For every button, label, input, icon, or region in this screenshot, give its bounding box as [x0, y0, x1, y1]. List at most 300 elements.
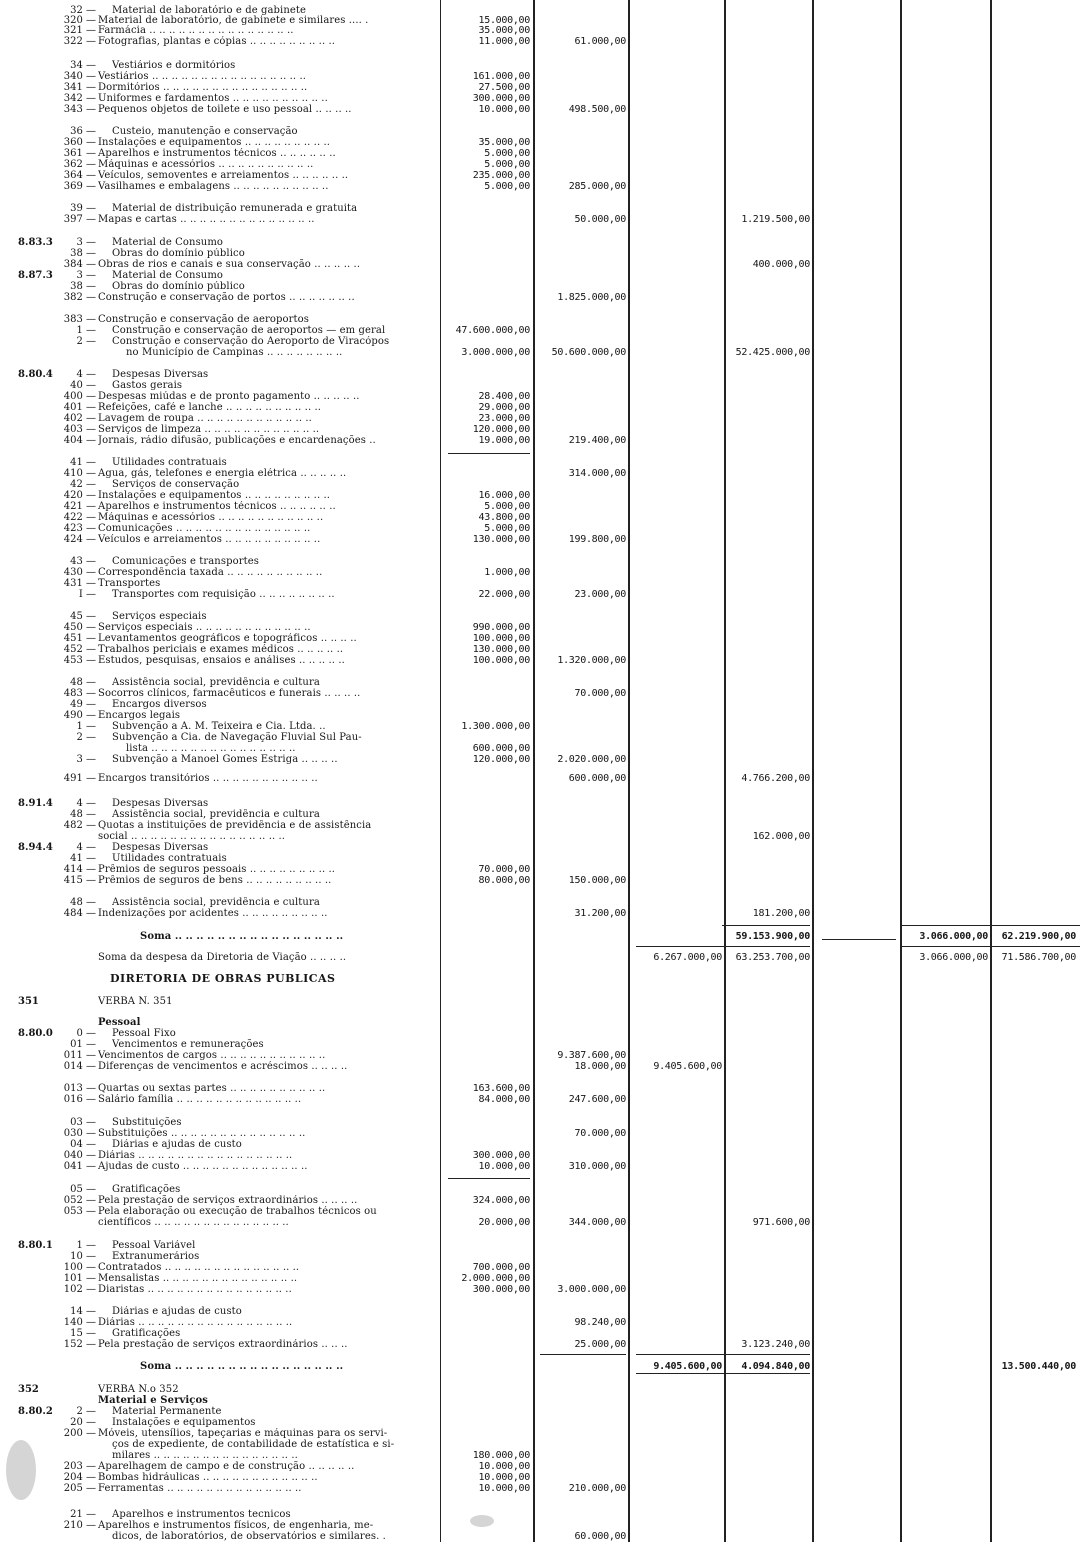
subtotal-rule: [636, 946, 722, 947]
ledger-row: [0, 1520, 1082, 1531]
item-description: Uniformes e fardamentos .. .. .. .. .. .. .. .. .. ..: [98, 93, 328, 104]
ledger-row: [0, 1094, 1082, 1105]
item-description: dicos, de laboratórios, de observatórios e similares. .: [112, 1531, 386, 1542]
amount-cell: 3.000.000,00: [557, 1284, 626, 1295]
item-description: Despesas Diversas: [112, 798, 209, 809]
item-description: Material de laboratório, de gabinete e similares .... .: [98, 15, 369, 26]
amount-cell: 70.000,00: [478, 864, 530, 875]
ledger-row: [0, 501, 1082, 512]
item-description: Obras do domínio público: [112, 281, 245, 292]
amount-cell: 4.766.200,00: [741, 773, 810, 784]
item-description: Obras de rios e canais e sua conservação .. .. .. .. ..: [98, 259, 361, 270]
item-description: Gastos gerais: [112, 380, 183, 391]
ledger-row: [0, 435, 1082, 446]
amount-cell: 150.000,00: [568, 875, 626, 886]
item-code: 01 —: [70, 1039, 96, 1050]
item-code: 4 —: [76, 798, 96, 809]
item-code: 0 —: [76, 1028, 96, 1039]
item-code: 45 —: [70, 611, 96, 622]
ledger-row: [0, 589, 1082, 600]
item-code: 451 —: [63, 633, 96, 644]
item-description: Encargos diversos: [112, 699, 207, 710]
ledger-row: [0, 468, 1082, 479]
amount-cell: 50.600.000,00: [551, 347, 626, 358]
item-code: 490 —: [63, 710, 96, 721]
amount-cell: 5.000,00: [484, 181, 530, 192]
item-description: ços de expediente, de contabilidade de estatística e si-: [112, 1439, 395, 1450]
amount-cell: 23.000,00: [478, 413, 530, 424]
ledger-row: [0, 1439, 1082, 1450]
item-description: Diaristas .. .. .. .. .. .. .. .. .. .. .. .. .. .. ..: [98, 1284, 292, 1295]
item-description: Serviços de conservação: [112, 479, 240, 490]
item-description: VERBA N.o 352: [98, 1384, 179, 1395]
ledger-row: [0, 644, 1082, 655]
item-code: 360 —: [63, 137, 96, 148]
item-code: 3 —: [76, 237, 96, 248]
ledger-row: [0, 391, 1082, 402]
item-code: 369 —: [63, 181, 96, 192]
item-description: Assistência social, previdência e cultura: [112, 677, 320, 688]
item-code: 15 —: [70, 1328, 96, 1339]
item-description: Gratificações: [112, 1328, 181, 1339]
ledger-row: [0, 864, 1082, 875]
item-description: Veículos e arreiamentos .. .. .. .. .. .. .. .. .. ..: [98, 534, 321, 545]
amount-cell: 98.240,00: [574, 1317, 626, 1328]
ledger-row: [0, 413, 1082, 424]
item-description: Material de laboratório e de gabinete: [112, 5, 307, 16]
amount-cell: 70.000,00: [574, 688, 626, 699]
ledger-row: [0, 281, 1082, 292]
ledger-row: [0, 721, 1082, 732]
amount-cell: 130.000,00: [472, 644, 530, 655]
amount-cell: 19.000,00: [478, 435, 530, 446]
item-code: 410 —: [63, 468, 96, 479]
item-code: 210 —: [63, 1520, 96, 1531]
amount-cell: 18.000,00: [574, 1061, 626, 1072]
item-description: científicos .. .. .. .. .. .. .. .. .. .. .. .. .. ..: [98, 1217, 289, 1228]
item-code: 320 —: [63, 15, 96, 26]
ledger-row: [0, 1150, 1082, 1161]
ledger-row: [0, 314, 1082, 325]
amount-cell: 31.200,00: [574, 908, 626, 919]
amount-cell: 1.300.000,00: [461, 721, 530, 732]
amount-cell: 10.000,00: [478, 1472, 530, 1483]
item-description: Construção e conservação de aeroportos — em geral: [112, 325, 386, 336]
item-description: Construção e conservação de aeroportos: [98, 314, 309, 325]
item-description: Custeio, manutenção e conservação: [112, 126, 298, 137]
section-code: 352: [18, 1384, 39, 1395]
ledger-row: [0, 270, 1082, 281]
item-code: 397 —: [63, 214, 96, 225]
item-description: Levantamentos geográficos e topográficos .. .. .. ..: [98, 633, 357, 644]
item-description: Pessoal Fixo: [112, 1028, 176, 1039]
amount-cell: 300.000,00: [472, 1284, 530, 1295]
ledger-row: [0, 1328, 1082, 1339]
item-code: 48 —: [70, 809, 96, 820]
item-code: 364 —: [63, 170, 96, 181]
amount-cell: 700.000,00: [472, 1262, 530, 1273]
ledger-row: [0, 1206, 1082, 1217]
item-description: Subvenção a A. M. Teixeira e Cia. Ltda. ..: [112, 721, 326, 732]
amount-cell: 10.000,00: [478, 1483, 530, 1494]
item-code: 053 —: [63, 1206, 96, 1217]
amount-cell: 199.800,00: [568, 534, 626, 545]
ledger-row: [0, 203, 1082, 214]
ledger-row: [0, 1061, 1082, 1072]
item-description: Quartas ou sextas partes .. .. .. .. .. .. .. .. .. ..: [98, 1083, 326, 1094]
item-code: 40 —: [70, 380, 96, 391]
item-code: 423 —: [63, 523, 96, 534]
ledger-row: [0, 1028, 1082, 1039]
item-code: 38 —: [70, 248, 96, 259]
item-code: 452 —: [63, 644, 96, 655]
ledger-row: [0, 1251, 1082, 1262]
section-code: 8.80.2: [18, 1406, 53, 1417]
amount-cell: 400.000,00: [752, 259, 810, 270]
ledger-row: [0, 457, 1082, 468]
ledger-row: [0, 1306, 1082, 1317]
item-description: Instalações e equipamentos: [112, 1417, 256, 1428]
ledger-row: [0, 93, 1082, 104]
amount-cell: 600.000,00: [568, 773, 626, 784]
item-description: Extranumerários: [112, 1251, 200, 1262]
amount-cell: 6.267.000,00: [653, 952, 722, 963]
item-description: Substituições: [112, 1117, 182, 1128]
item-code: 415 —: [63, 875, 96, 886]
amount-cell: 162.000,00: [752, 831, 810, 842]
item-description: Aparelhos e instrumentos físicos, de engenharia, me-: [98, 1520, 374, 1531]
ledger-row: [0, 214, 1082, 225]
item-code: 38 —: [70, 281, 96, 292]
item-description: Diárias .. .. .. .. .. .. .. .. .. .. .. .. .. .. .. ..: [98, 1150, 293, 1161]
section-code: 8.80.0: [18, 1028, 53, 1039]
amount-cell: 3.000.000,00: [461, 347, 530, 358]
ledger-row: [0, 655, 1082, 666]
subtotal-rule: [722, 1354, 810, 1355]
item-description: Dormitórios .. .. .. .. .. .. .. .. .. .. .. .. .. .. ..: [98, 82, 308, 93]
item-description: Refeições, café e lanche .. .. .. .. .. .. .. .. .. ..: [98, 402, 322, 413]
item-description: Vasilhames e embalagens .. .. .. .. .. .. .. .. .. ..: [98, 181, 329, 192]
item-code: 05 —: [70, 1184, 96, 1195]
ledger-row: [0, 611, 1082, 622]
item-description: Vestiários e dormitórios: [112, 60, 236, 71]
item-description: Pessoal: [98, 1017, 141, 1028]
item-code: 48 —: [70, 897, 96, 908]
amount-cell: 15.000,00: [478, 15, 530, 26]
item-description: Máquinas e acessórios .. .. .. .. .. .. .. .. .. .. ..: [98, 512, 324, 523]
item-description: Pequenos objetos de toilete e uso pessoal .. .. .. ..: [98, 104, 352, 115]
item-description: Encargos legais: [98, 710, 181, 721]
ledger-row: [0, 798, 1082, 809]
item-code: 482 —: [63, 820, 96, 831]
section-code: 8.91.4: [18, 798, 53, 809]
ledger-row: [0, 633, 1082, 644]
item-code: 450 —: [63, 622, 96, 633]
item-code: 403 —: [63, 424, 96, 435]
subtotal-rule: [636, 1373, 722, 1374]
amount-cell: 180.000,00: [472, 1450, 530, 1461]
item-description: Soma .. .. .. .. .. .. .. .. .. .. .. .. .. .. .. ..: [140, 1361, 344, 1372]
ledger-row: [0, 1461, 1082, 1472]
item-description: Material e Serviços: [98, 1395, 208, 1406]
item-description: Correspondência taxada .. .. .. .. .. .. .. .. .. ..: [98, 567, 323, 578]
item-code: 453 —: [63, 655, 96, 666]
item-code: 4 —: [76, 369, 96, 380]
amount-cell: 25.000,00: [574, 1339, 626, 1350]
ledger-row: [0, 170, 1082, 181]
item-description: no Município de Campinas .. .. .. .. .. .. .. ..: [126, 347, 343, 358]
section-code: 8.83.3: [18, 237, 53, 248]
amount-cell: 120.000,00: [472, 754, 530, 765]
amount-cell: 5.000,00: [484, 148, 530, 159]
item-description: DIRETORIA DE OBRAS PÚBLICAS: [110, 973, 336, 984]
item-description: Pela elaboração ou execução de trabalhos técnicos ou: [98, 1206, 377, 1217]
item-description: Material de Consumo: [112, 237, 224, 248]
amount-cell: 59.153.900,00: [735, 931, 810, 942]
item-description: Serviços especiais: [112, 611, 207, 622]
ledger-row: [0, 1395, 1082, 1406]
amount-cell: 100.000,00: [472, 633, 530, 644]
ledger-row: [0, 1195, 1082, 1206]
ledger-row: [0, 556, 1082, 567]
item-description: Diferenças de vencimentos e acréscimos .. .. .. ..: [98, 1061, 348, 1072]
ledger-row: [0, 622, 1082, 633]
section-code: 351: [18, 996, 39, 1007]
ledger-row: [0, 931, 1082, 942]
item-description: VERBA N. 351: [98, 996, 173, 1007]
item-code: 491 —: [63, 773, 96, 784]
item-description: Utilidades contratuais: [112, 457, 227, 468]
item-code: 48 —: [70, 677, 96, 688]
item-description: Utilidades contratuais: [112, 853, 227, 864]
ledger-row: [0, 248, 1082, 259]
item-description: Serviços de limpeza .. .. .. .. .. .. .. .. .. .. .. ..: [98, 424, 320, 435]
item-description: Ferramentas .. .. .. .. .. .. .. .. .. .. .. .. .. ..: [98, 1483, 302, 1494]
amount-cell: 23.000,00: [574, 589, 626, 600]
amount-cell: 971.600,00: [752, 1217, 810, 1228]
item-code: 102 —: [63, 1284, 96, 1295]
item-code: 340 —: [63, 71, 96, 82]
amount-cell: 285.000,00: [568, 181, 626, 192]
item-code: 401 —: [63, 402, 96, 413]
amount-cell: 300.000,00: [472, 1150, 530, 1161]
item-description: Comunicações .. .. .. .. .. .. .. .. .. .. .. .. .. ..: [98, 523, 311, 534]
item-code: 402 —: [63, 413, 96, 424]
item-code: 341 —: [63, 82, 96, 93]
item-code: 362 —: [63, 159, 96, 170]
subtotal-rule: [900, 925, 1080, 926]
item-description: Pessoal Variável: [112, 1240, 196, 1251]
amount-cell: 3.123.240,00: [741, 1339, 810, 1350]
item-code: 2 —: [76, 336, 96, 347]
subtotal-rule: [900, 946, 1080, 947]
item-code: 3 —: [76, 270, 96, 281]
item-code: 040 —: [63, 1150, 96, 1161]
ledger-row: [0, 424, 1082, 435]
ledger-row: [0, 677, 1082, 688]
ledger-row: [0, 1128, 1082, 1139]
ledger-row: [0, 578, 1082, 589]
item-description: Assistência social, previdência e cultura: [112, 809, 320, 820]
amount-cell: 210.000,00: [568, 1483, 626, 1494]
item-code: 21 —: [70, 1509, 96, 1520]
item-description: Diárias .. .. .. .. .. .. .. .. .. .. .. .. .. .. .. ..: [98, 1317, 293, 1328]
ledger-row: [0, 137, 1082, 148]
item-code: 342 —: [63, 93, 96, 104]
ledger-row: [0, 1039, 1082, 1050]
item-code: 400 —: [63, 391, 96, 402]
item-description: Transportes com requisição .. .. .. .. .. .. .. ..: [112, 589, 335, 600]
amount-cell: 314.000,00: [568, 468, 626, 479]
item-description: Serviços especiais .. .. .. .. .. .. .. .. .. .. .. ..: [98, 622, 311, 633]
ledger-row: [0, 325, 1082, 336]
item-code: 41 —: [70, 457, 96, 468]
ledger-row: [0, 773, 1082, 784]
item-description: Fotografias, plantas e cópias .. .. .. .. .. .. .. .. ..: [98, 36, 336, 47]
amount-cell: 1.000,00: [484, 567, 530, 578]
item-description: Farmácia .. .. .. .. .. .. .. .. .. .. .. .. .. .. ..: [98, 25, 294, 36]
item-code: 14 —: [70, 1306, 96, 1317]
amount-cell: 344.000,00: [568, 1217, 626, 1228]
ledger-row: [0, 842, 1082, 853]
amount-cell: 310.000,00: [568, 1161, 626, 1172]
item-description: Despesas miúdas e de pronto pagamento .. .. .. .. ..: [98, 391, 360, 402]
ledger-row: [0, 181, 1082, 192]
ledger-row: [0, 159, 1082, 170]
section-code: 8.87.3: [18, 270, 53, 281]
ledger-row: [0, 567, 1082, 578]
amount-cell: 35.000,00: [478, 25, 530, 36]
ledger-row: [0, 996, 1082, 1007]
ledger-row: [0, 380, 1082, 391]
item-code: 2 —: [76, 732, 96, 743]
item-code: 2 —: [76, 1406, 96, 1417]
item-description: Substituições .. .. .. .. .. .. .. .. .. .. .. .. .. ..: [98, 1128, 306, 1139]
ledger-row: [0, 148, 1082, 159]
item-code: 03 —: [70, 1117, 96, 1128]
item-description: Pela prestação de serviços extraordinários .. .. .. ..: [98, 1195, 358, 1206]
ledger-row: [0, 853, 1082, 864]
ledger-row: [0, 347, 1082, 358]
amount-cell: 324.000,00: [472, 1195, 530, 1206]
item-description: Obras do domínio público: [112, 248, 245, 259]
item-description: Material Permanente: [112, 1406, 222, 1417]
ledger-row: [0, 952, 1082, 963]
amount-cell: 47.600.000,00: [455, 325, 530, 336]
item-description: Contratados .. .. .. .. .. .. .. .. .. .. .. .. .. ..: [98, 1262, 300, 1273]
item-description: Prêmios de seguros de bens .. .. .. .. .. .. .. .. ..: [98, 875, 332, 886]
amount-cell: 61.000,00: [574, 36, 626, 47]
item-code: 205 —: [63, 1483, 96, 1494]
item-description: Soma .. .. .. .. .. .. .. .. .. .. .. .. .. .. .. ..: [140, 931, 344, 942]
item-code: 101 —: [63, 1273, 96, 1284]
item-code: 321 —: [63, 25, 96, 36]
item-code: 100 —: [63, 1262, 96, 1273]
ledger-row: [0, 1161, 1082, 1172]
item-code: 20 —: [70, 1417, 96, 1428]
amount-cell: 60.000,00: [574, 1531, 626, 1542]
ledger-row: [0, 523, 1082, 534]
amount-cell: 300.000,00: [472, 93, 530, 104]
item-description: Diárias e ajudas de custo: [112, 1306, 242, 1317]
item-description: Vencimentos de cargos .. .. .. .. .. .. .. .. .. .. ..: [98, 1050, 326, 1061]
item-description: Trabalhos periciais e exames médicos .. .. .. .. ..: [98, 644, 344, 655]
amount-cell: 16.000,00: [478, 490, 530, 501]
amount-cell: 3.066.000,00: [919, 931, 988, 942]
item-description: social .. .. .. .. .. .. .. .. .. .. .. .. .. .. .. ..: [98, 831, 286, 842]
subtotal-rule: [722, 925, 810, 926]
amount-cell: 235.000,00: [472, 170, 530, 181]
item-description: Aparelhagem de campo e de construção .. .. .. .. ..: [98, 1461, 355, 1472]
amount-cell: 181.200,00: [752, 908, 810, 919]
amount-cell: 5.000,00: [484, 159, 530, 170]
subtotal-rule: [448, 453, 530, 454]
amount-cell: 52.425.000,00: [735, 347, 810, 358]
ledger-row: [0, 1531, 1082, 1542]
item-code: 42 —: [70, 479, 96, 490]
amount-cell: 10.000,00: [478, 1161, 530, 1172]
item-description: lista .. .. .. .. .. .. .. .. .. .. .. .. .. .. ..: [126, 743, 296, 754]
item-description: Jornais, rádio difusão, publicações e encardenações ..: [98, 435, 376, 446]
item-description: Ajudas de custo .. .. .. .. .. .. .. .. .. .. .. .. ..: [98, 1161, 308, 1172]
amount-cell: 35.000,00: [478, 137, 530, 148]
item-description: Material de distribuição remunerada e gratuita: [112, 203, 358, 214]
ledger-row: [0, 1450, 1082, 1461]
ledger-row: [0, 710, 1082, 721]
item-description: Máquinas e acessórios .. .. .. .. .. .. .. .. .. ..: [98, 159, 314, 170]
ledger-row: [0, 1262, 1082, 1273]
amount-cell: 600.000,00: [472, 743, 530, 754]
item-description: Construção e conservação do Aeroporto de Viracópos: [112, 336, 390, 347]
item-code: 361 —: [63, 148, 96, 159]
amount-cell: 71.586.700,00: [1001, 952, 1076, 963]
item-code: 34 —: [70, 60, 96, 71]
section-code: 8.80.1: [18, 1240, 53, 1251]
ledger-row: [0, 1384, 1082, 1395]
item-code: 030 —: [63, 1128, 96, 1139]
item-description: Móveis, utensílios, tapeçarias e máquinas para os servi-: [98, 1428, 388, 1439]
item-code: 420 —: [63, 490, 96, 501]
ledger-row: [0, 1509, 1082, 1520]
ledger-row: [0, 875, 1082, 886]
ledger-row: [0, 754, 1082, 765]
item-code: 404 —: [63, 435, 96, 446]
item-code: 1 —: [76, 721, 96, 732]
ledger-row: [0, 479, 1082, 490]
subtotal-rule: [722, 1373, 810, 1374]
ledger-row: [0, 1139, 1082, 1150]
amount-cell: 5.000,00: [484, 523, 530, 534]
item-code: 343 —: [63, 104, 96, 115]
item-description: Encargos transitórios .. .. .. .. .. .. .. .. .. .. ..: [98, 773, 318, 784]
item-code: 41 —: [70, 853, 96, 864]
amount-cell: 1.219.500,00: [741, 214, 810, 225]
ledger-row: [0, 1117, 1082, 1128]
amount-cell: 120.000,00: [472, 424, 530, 435]
amount-cell: 4.094.840,00: [741, 1361, 810, 1372]
item-description: Lavagem de roupa .. .. .. .. .. .. .. .. .. .. .. ..: [98, 413, 312, 424]
amount-cell: 100.000,00: [472, 655, 530, 666]
ledger-row: [0, 809, 1082, 820]
item-description: Mensalistas .. .. .. .. .. .. .. .. .. .. .. .. .. ..: [98, 1273, 298, 1284]
ledger-row: [0, 292, 1082, 303]
subtotal-rule: [540, 1354, 626, 1355]
ledger-row: [0, 104, 1082, 115]
item-description: Aparelhos e instrumentos técnicos .. .. .. .. .. ..: [98, 501, 336, 512]
ledger-row: [0, 60, 1082, 71]
amount-cell: 13.500.440,00: [1001, 1361, 1076, 1372]
ledger-row: [0, 1428, 1082, 1439]
